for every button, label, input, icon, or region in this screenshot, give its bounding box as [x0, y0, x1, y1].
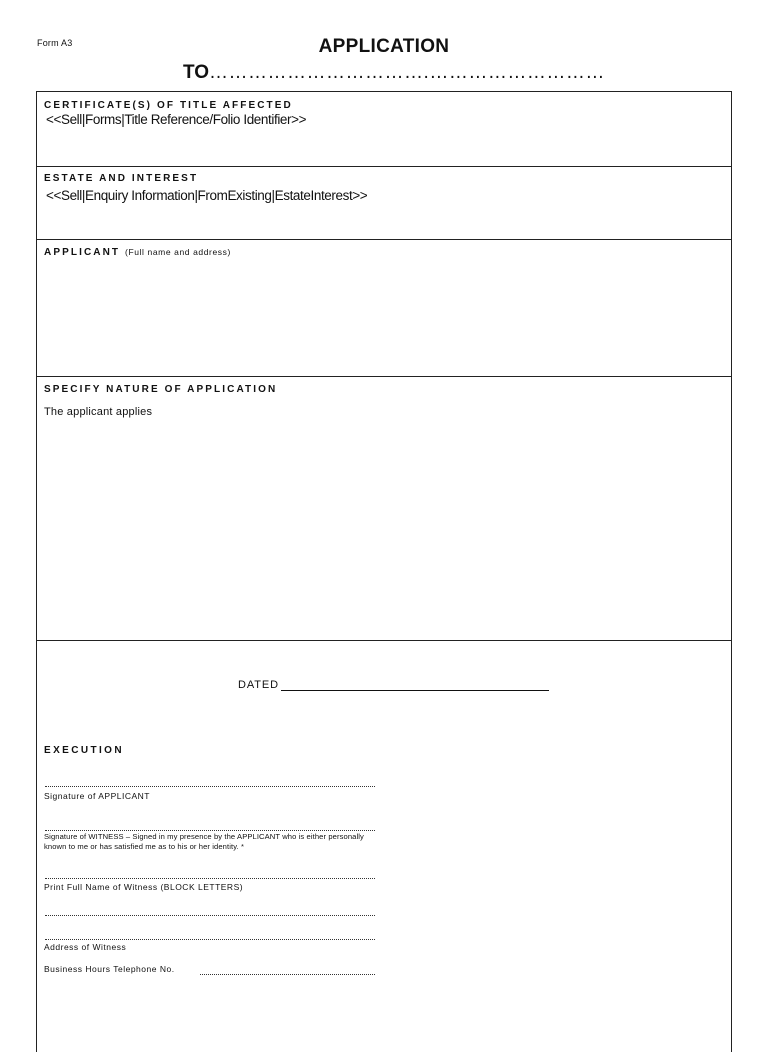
form-box: [36, 91, 732, 1052]
addressee-line: [183, 62, 605, 84]
applicant-note: (Full name and address): [125, 247, 231, 257]
dated-line[interactable]: [281, 690, 549, 691]
phone-line[interactable]: [200, 974, 375, 975]
to-label: TO: [183, 62, 210, 83]
applicant-label: [44, 247, 231, 258]
applicant-signature-line[interactable]: [45, 786, 375, 787]
witness-name-label: Print Full Name of Witness (BLOCK LETTERS): [44, 882, 244, 892]
nature-section: [37, 377, 731, 641]
certificate-label: CERTIFICATE(S) OF TITLE AFFECTED: [44, 100, 293, 111]
form-id: Form A3: [37, 38, 73, 48]
estate-section: [37, 167, 731, 240]
witness-signature-line[interactable]: [45, 830, 375, 831]
execution-label: EXECUTION: [44, 745, 124, 756]
estate-value[interactable]: <<Sell|Enquiry Information|FromExisting|EstateInterest>>: [46, 188, 368, 203]
execution-section: [37, 641, 731, 1052]
witness-address-line-1[interactable]: [45, 915, 375, 916]
phone-label: Business Hours Telephone No.: [44, 964, 175, 974]
witness-address-label: Address of Witness: [44, 942, 127, 952]
document-title: APPLICATION: [318, 36, 450, 57]
dated-label: DATED: [238, 679, 279, 691]
nature-text: The applicant applies: [44, 406, 153, 418]
applicant-section: [37, 240, 731, 377]
applicant-signature-label: Signature of APPLICANT: [44, 791, 150, 801]
nature-label: SPECIFY NATURE OF APPLICATION: [44, 384, 278, 395]
witness-address-line-2[interactable]: [45, 939, 375, 940]
certificate-value[interactable]: <<Sell|Forms|Title Reference/Folio Identifier>>: [46, 112, 307, 127]
applicant-label-text: APPLICANT: [44, 247, 121, 258]
estate-label: ESTATE AND INTEREST: [44, 173, 199, 184]
addressee-dots: …………………………….………………………: [209, 62, 605, 83]
witness-signature-label: Signature of WITNESS – Signed in my presence by the APPLICANT who is either personally known to me or has satisfied me as to his or her identity. *: [44, 832, 364, 851]
certificate-section: [37, 92, 731, 167]
witness-name-line[interactable]: [45, 878, 375, 879]
